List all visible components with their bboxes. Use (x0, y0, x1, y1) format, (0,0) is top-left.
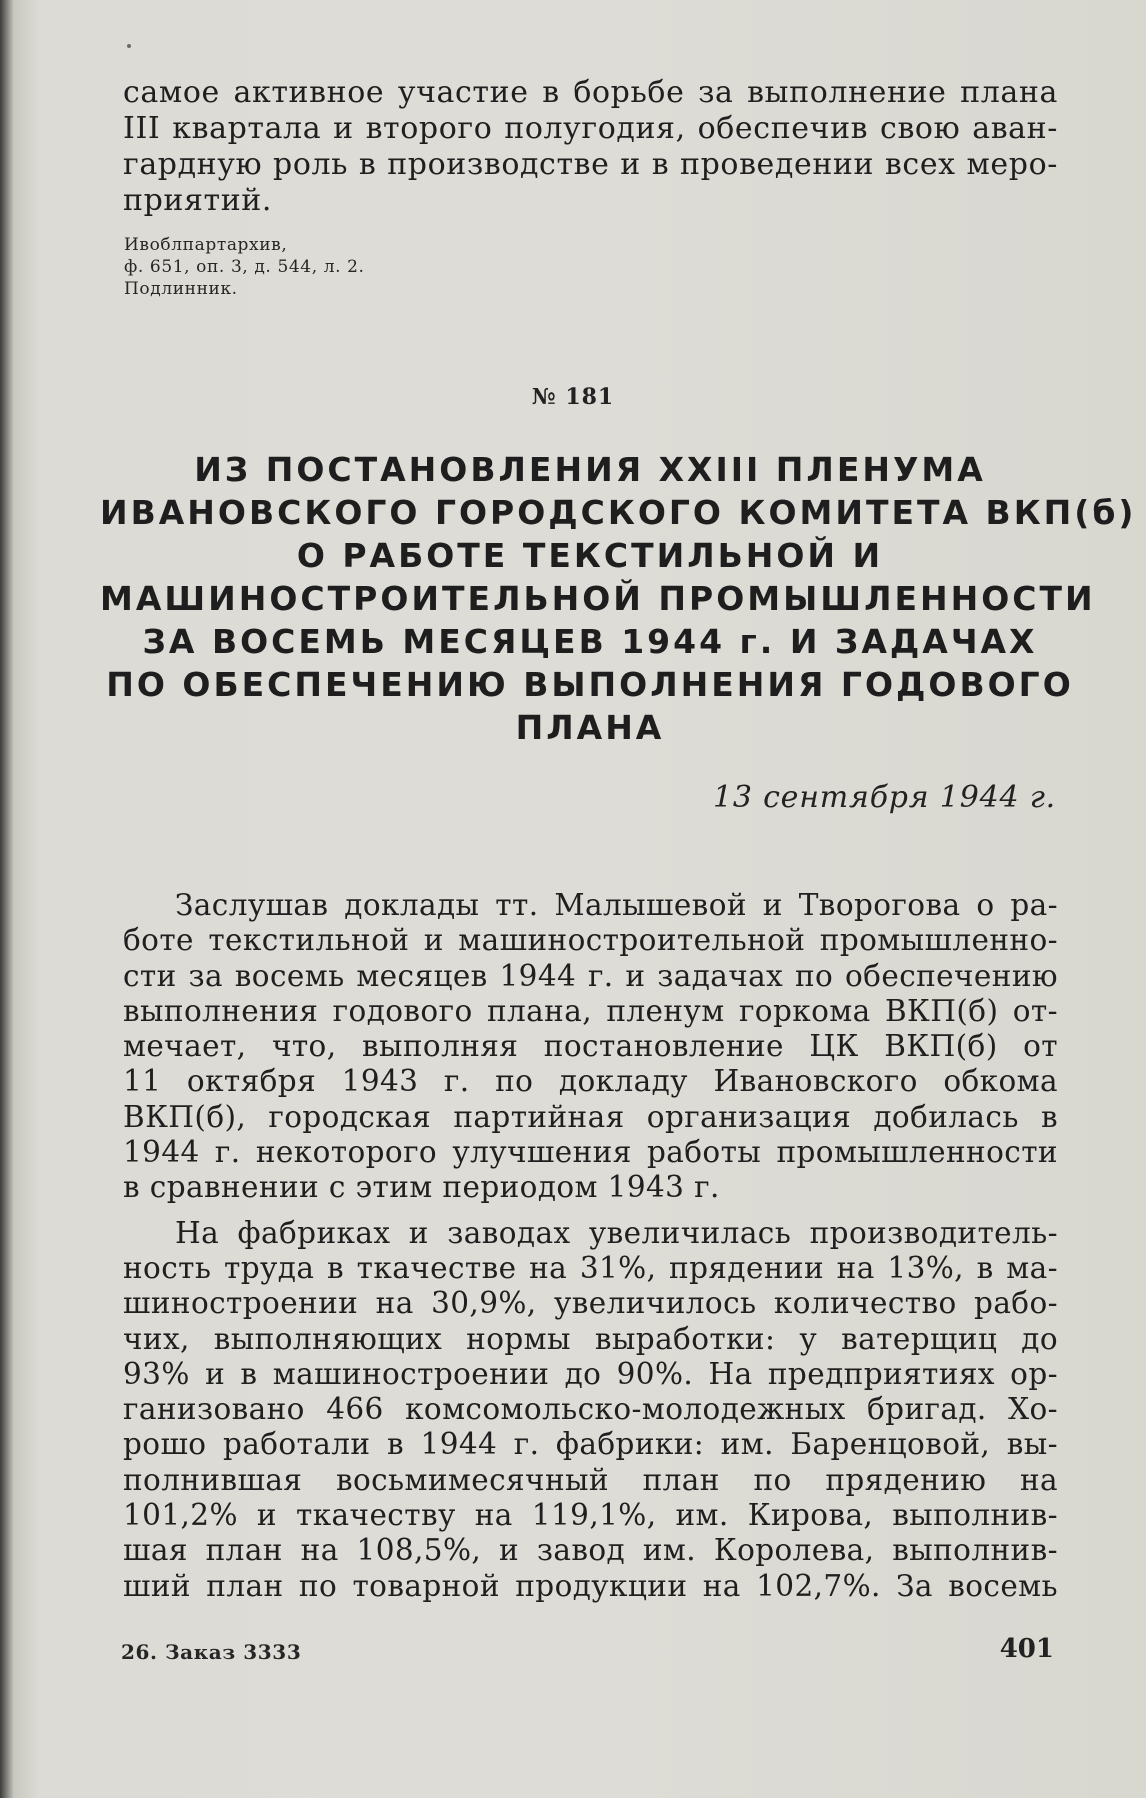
body-line: полнившая восьмимесячный план по прядению на (123, 1462, 1058, 1497)
document-body (123, 888, 1058, 1604)
print-speck (127, 44, 131, 48)
body-line: 93% и в машиностроении до 90%. На предприятиях ор- (123, 1356, 1058, 1391)
body-line: боте текстильной и машиностроительной промышленно- (123, 923, 1058, 958)
intro-line: гардную роль в производстве и в проведении всех меро- (123, 148, 1058, 182)
title-line: ИЗ ПОСТАНОВЛЕНИЯ XXIII ПЛЕНУМА (194, 450, 986, 489)
body-line: 101,2% и ткачеству на 119,1%, им. Кирова, выполнив- (123, 1498, 1058, 1533)
body-line: ший план по товарной продукции на 102,7%. За восемь (123, 1568, 1058, 1603)
paragraph-gap (123, 1206, 1058, 1216)
paragraph-2 (123, 1216, 1058, 1604)
body-line: шая план на 108,5%, и завод им. Королева, выполнив- (123, 1533, 1058, 1568)
intro-paragraph (123, 76, 1058, 218)
archive-line: Ивоблпартархив, (124, 235, 288, 255)
intro-line: III квартала и второго полугодия, обеспечив свою аван- (123, 112, 1058, 146)
body-line: ВКП(б), городская партийная организация добилась в (123, 1099, 1058, 1134)
body-line: выполнения годового плана, пленум горкома ВКП(б) от- (123, 993, 1058, 1028)
intro-line: самое активное участие в борьбе за выполнение плана (123, 76, 1058, 110)
archive-line: ф. 651, оп. 3, д. 544, л. 2. (124, 257, 365, 277)
document-number: № 181 (531, 384, 615, 410)
print-order-mark: 26. Заказ 3333 (121, 1640, 302, 1664)
body-line: сти за восемь месяцев 1944 г. и задачах по обеспечению (123, 958, 1058, 993)
title-line: ЗА ВОСЕМЬ МЕСЯЦЕВ 1944 г. И ЗАДАЧАХ (142, 622, 1038, 661)
archive-reference (124, 234, 365, 300)
intro-line: приятий. (123, 183, 273, 218)
title-line: ПО ОБЕСПЕЧЕНИЮ ВЫПОЛНЕНИЯ ГОДОВОГО (106, 665, 1074, 704)
title-line: О РАБОТЕ ТЕКСТИЛЬНОЙ И (296, 536, 884, 575)
document-date: 13 сентября 1944 г. (712, 780, 1056, 815)
paragraph-1 (123, 888, 1058, 1206)
body-line: чих, выполняющих нормы выработки: у ватерщиц до (123, 1321, 1058, 1356)
body-line: рошо работали в 1944 г. фабрики: им. Баренцовой, вы- (123, 1427, 1058, 1462)
title-line: МАШИНОСТРОИТЕЛЬНОЙ ПРОМЫШЛЕННОСТИ (100, 579, 1096, 618)
body-line: Заслушав доклады тт. Малышевой и Творогова о ра- (175, 888, 1058, 922)
body-line: мечает, что, выполняя постановление ЦК ВКП(б) от (123, 1029, 1058, 1064)
title-line: ИВАНОВСКОГО ГОРОДСКОГО КОМИТЕТА ВКП(б) (100, 493, 1137, 532)
body-line: в сравнении с этим периодом 1943 г. (123, 1170, 720, 1205)
page-number: 401 (999, 1634, 1054, 1664)
body-line: 11 октября 1943 г. по докладу Ивановского обкома (123, 1064, 1058, 1099)
body-line: 1944 г. некоторого улучшения работы промышленности (123, 1135, 1058, 1170)
title-line: ПЛАНА (515, 708, 665, 747)
document-title (100, 448, 1137, 749)
body-line: ность труда в ткачестве на 31%, прядении на 13%, в ма- (123, 1250, 1058, 1285)
body-line: На фабриках и заводах увеличилась производитель- (175, 1215, 1058, 1250)
body-line: шиностроении на 30,9%, увеличилось количество рабо- (123, 1286, 1058, 1321)
body-line: ганизовано 466 комсомольско-молодежных бригад. Хо- (123, 1392, 1058, 1427)
archive-line: Подлинник. (124, 279, 238, 299)
